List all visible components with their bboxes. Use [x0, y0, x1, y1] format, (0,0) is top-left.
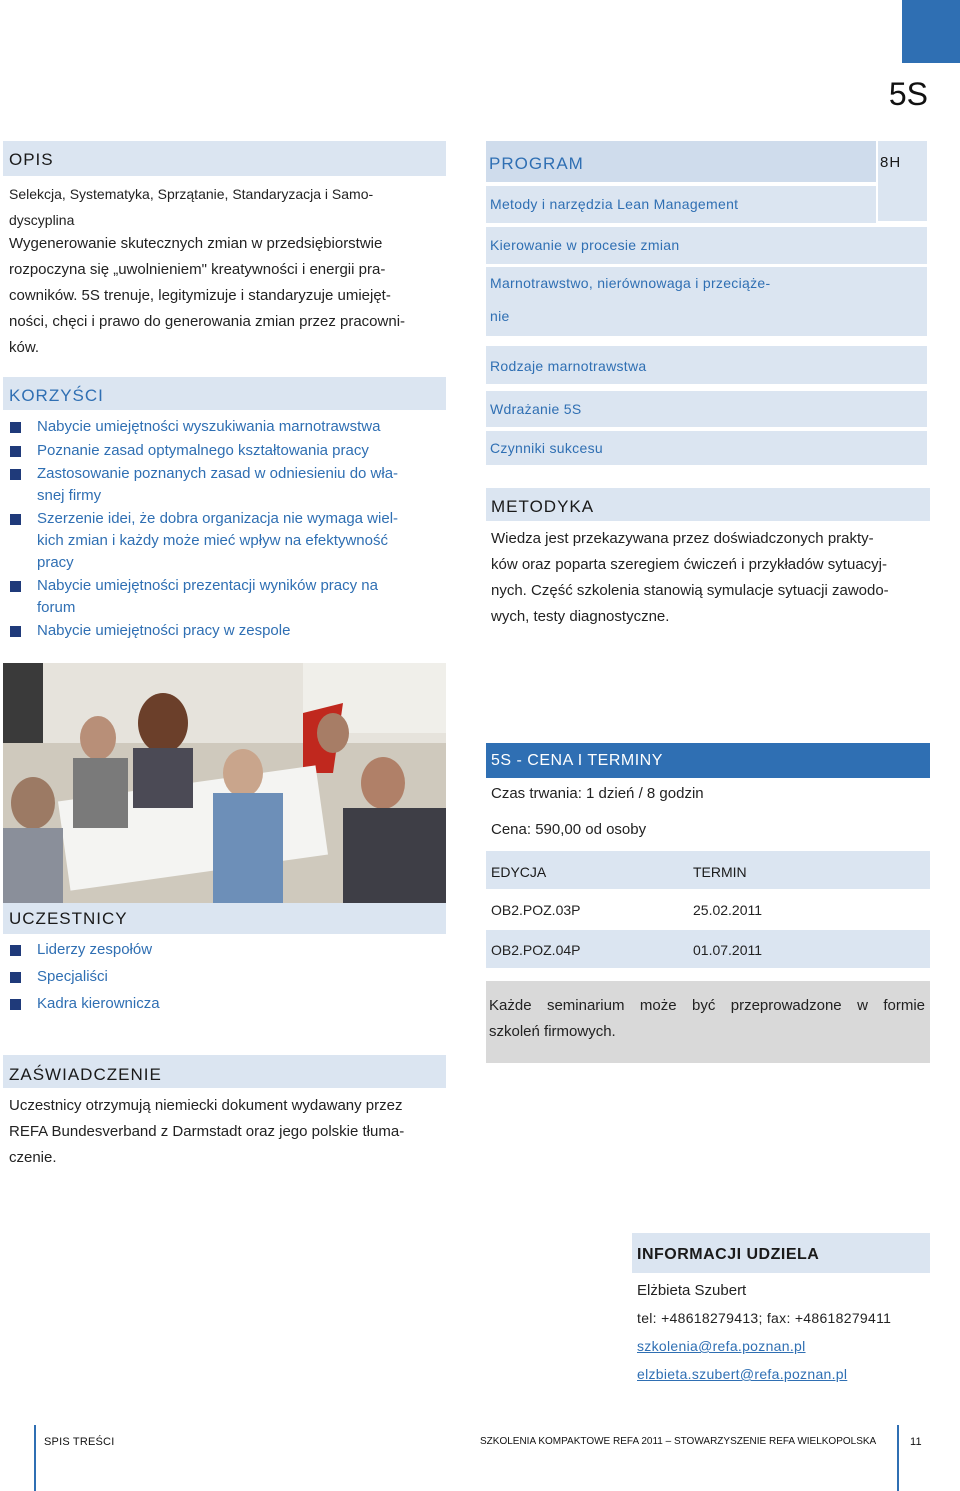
program-item: Marnotrawstwo, nierównowaga i przeciąże- [486, 267, 927, 300]
zaswiadczenie-title: ZAŚWIADCZENIE [9, 1065, 162, 1084]
korzysci-item: Szerzenie idei, że dobra organizacja nie wymaga wiel- kich zmian i każdy może mieć wpływ na efektywność pracy [37, 510, 399, 571]
opis-body [9, 231, 439, 361]
course-code: 5S [888, 76, 928, 112]
bullet-square-icon [10, 945, 21, 956]
bullet-square-icon [10, 581, 21, 592]
footer-page-number: 11 [910, 1436, 922, 1448]
program-item: Wdrażanie 5S [486, 391, 927, 427]
footer-divider [34, 1425, 36, 1491]
uczestnicy-item: Liderzy zespołów [37, 941, 153, 958]
program-item: Rodzaje marnotrawstwa [486, 346, 927, 384]
cena-col-edition: EDYCJA [491, 864, 547, 880]
bullet-square-icon [10, 446, 21, 457]
opis-line: ności, chęci i prawo do generowania zmian przez pracowni- [9, 313, 406, 330]
korzysci-item: Zastosowanie poznanych zasad w odniesieniu do wła- snej firmy [37, 465, 399, 504]
kontakt-phone: tel: +48618279413; fax: +48618279411 [637, 1310, 892, 1326]
cena-price: Cena: 590,00 od osoby [491, 821, 647, 838]
uczestnicy-item: Specjaliści [37, 968, 108, 985]
opis-subtitle-line: dyscyplina [9, 212, 75, 228]
bullet-square-icon [10, 626, 21, 637]
cena-row-edition: OB2.POZ.03P [491, 902, 581, 918]
program-item: Czynniki sukcesu [486, 431, 927, 465]
korzysci-title: KORZYŚCI [9, 386, 104, 405]
footer-center: SZKOLENIA KOMPAKTOWE REFA 2011 – STOWARZYSZENIE REFA WIELKOPOLSKA [480, 1436, 877, 1447]
program-item: nie [486, 300, 927, 336]
korzysci-item: Nabycie umiejętności pracy w zespole [37, 622, 291, 639]
training-photo-illustration [3, 663, 446, 903]
footer-divider [897, 1425, 899, 1491]
bullet-square-icon [10, 514, 21, 525]
uczestnicy-item: Kadra kierownicza [37, 995, 160, 1012]
opis-subtitle [9, 181, 373, 233]
korzysci-item: Poznanie zasad optymalnego kształtowania pracy [37, 442, 369, 459]
uczestnicy-title: UCZESTNICY [9, 909, 128, 928]
korzysci-item: Nabycie umiejętności prezentacji wyników pracy na forum [37, 577, 378, 616]
zaswiadczenie-line: Uczestnicy otrzymują niemiecki dokument wydawany przez [9, 1097, 403, 1114]
kontakt-name: Elżbieta Szubert [637, 1282, 747, 1299]
cena-row-date: 25.02.2011 [693, 902, 763, 918]
opis-line: Wygenerowanie skutecznych zmian w przedsiębiorstwie [9, 235, 383, 252]
program-item: Metody i narzędzia Lean Management [486, 186, 876, 223]
opis-line: rozpoczyna się „uwolnieniem" kreatywności i energii pra- [9, 261, 386, 278]
kontakt-email-link[interactable]: elzbieta.szubert@refa.poznan.pl [637, 1366, 848, 1382]
zaswiadczenie-line: REFA Bundesverband z Darmstadt oraz jego polskie tłuma- [9, 1123, 405, 1140]
cena-duration: Czas trwania: 1 dzień / 8 godzin [491, 785, 704, 802]
bullet-square-icon [10, 999, 21, 1010]
kontakt-email-link[interactable]: szkolenia@refa.poznan.pl [637, 1338, 806, 1354]
program-hours-band [878, 141, 927, 221]
zaswiadczenie-line: czenie. [9, 1149, 57, 1166]
corner-accent-block [902, 0, 960, 63]
opis-subtitle-line: Selekcja, Systematyka, Sprzątanie, Standaryzacja i Samo- [9, 186, 374, 202]
cena-note-line: Każde seminarium może być przeprowadzone w formie [489, 997, 925, 1014]
opis-title: OPIS [9, 150, 54, 169]
cena-row-date: 01.07.2011 [693, 942, 763, 958]
cena-note-line: szkoleń firmowych. [489, 1023, 616, 1040]
korzysci-item: Nabycie umiejętności wyszukiwania marnotrawstwa [37, 418, 381, 435]
cena-title: 5S - CENA I TERMINY [491, 752, 663, 769]
bullet-square-icon [10, 422, 21, 433]
program-title: PROGRAM [489, 154, 584, 173]
training-photo [3, 663, 446, 903]
opis-header-band [3, 141, 446, 176]
bullet-square-icon [10, 469, 21, 480]
footer-toc-link[interactable]: SPIS TREŚCI [44, 1436, 115, 1448]
cena-row-edition: OB2.POZ.04P [491, 942, 581, 958]
bullet-square-icon [10, 972, 21, 983]
cena-col-date: TERMIN [693, 864, 747, 880]
metodyka-title: METODYKA [491, 497, 595, 516]
metodyka-body [491, 526, 927, 630]
metodyka-line: wych, testy diagnostyczne. [491, 608, 670, 625]
program-hours: 8H [880, 154, 902, 171]
metodyka-line: ków oraz poparta szeregiem ćwiczeń i przykładów sytuacyj- [491, 556, 887, 573]
metodyka-line: Wiedza jest przekazywana przez doświadczonych prakty- [491, 530, 874, 547]
kontakt-title: INFORMACJI UDZIELA [637, 1246, 820, 1263]
program-item: Kierowanie w procesie zmian [486, 227, 927, 264]
zaswiadczenie-body [9, 1093, 444, 1171]
opis-line: ków. [9, 339, 40, 356]
opis-line: cowników. 5S trenuje, legitymizuje i standaryzuje umiejęt- [9, 287, 391, 304]
metodyka-line: nych. Część szkolenia stanowią symulacje sytuacji zawodo- [491, 582, 889, 599]
